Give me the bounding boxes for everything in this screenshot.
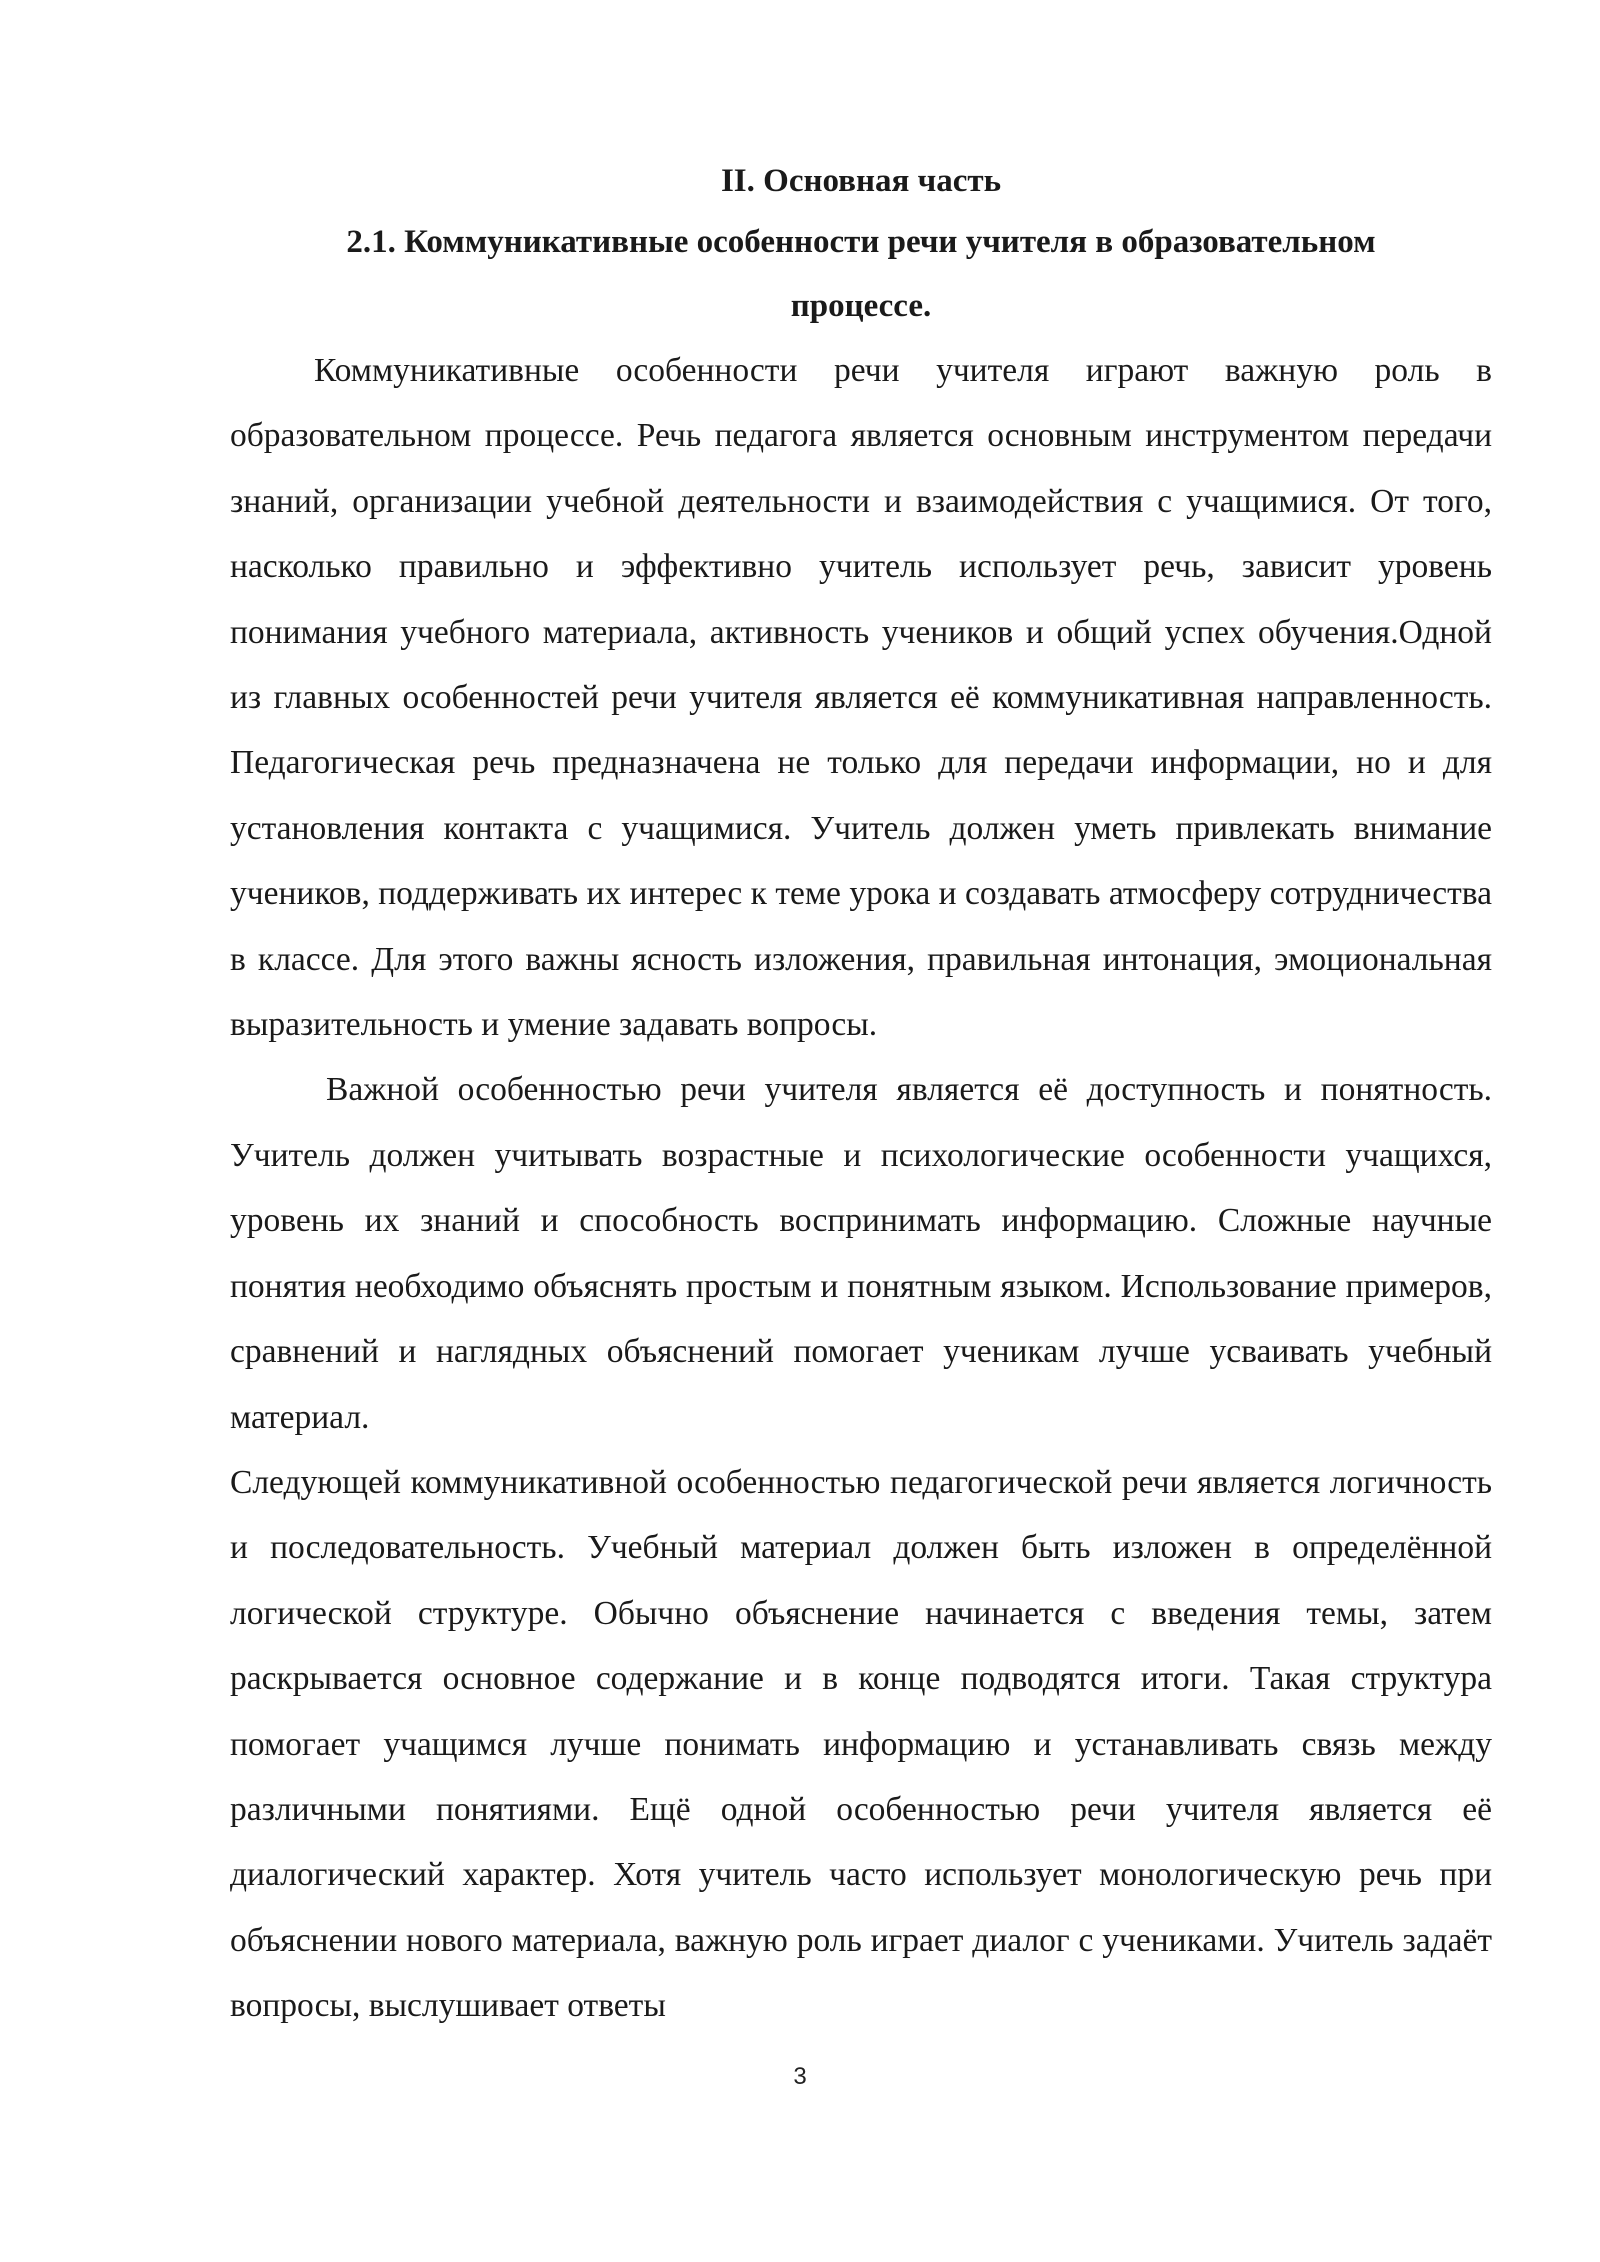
chapter-title: II. Основная часть bbox=[720, 163, 1002, 199]
section-title-line-1: 2.1. Коммуникативные особенности речи учителя в образовательном bbox=[346, 224, 1376, 260]
paragraph-1: Коммуникативные особенности речи учителя играют важную роль в образовательном процессе. Речь педагога является основным инструментом передачи знаний, организации учебной деятельности и взаимодействия с учащимися. От того, насколько правильно и эффективно учитель использует речь, зависит уровень понимания учебного материала, активность учеников и общий успех обучения.Одной из главных особенностей речи учителя является её коммуникативная направленность. Педагогическая речь предназначена не только для передачи информации, но и для установления контакта с учащимися. Учитель должен уметь привлекать внимание учеников, поддерживать их интерес к теме урока и создавать атмосферу сотрудничества в классе. Для этого важны ясность изложения, правильная интонация, эмоциональная выразительность и умение задавать вопросы. bbox=[230, 352, 1492, 1044]
paragraph-2: Важной особенностью речи учителя является её доступность и понятность. Учитель должен учитывать возрастные и психологические особенности учащихся, уровень их знаний и способность воспринимать информацию. Сложные научные понятия необходимо объяснять простым и понятным языком. Использование примеров, сравнений и наглядных объяснений помогает ученикам лучше усваивать учебный материал. bbox=[230, 1071, 1492, 1436]
page-content bbox=[230, 152, 1492, 2039]
page-number: 3 bbox=[793, 2063, 807, 2090]
section-title-line-2: процессе. bbox=[790, 288, 932, 324]
paragraph-3: Следующей коммуникативной особенностью педагогической речи является логичность и последовательность. Учебный материал должен быть изложен в определённой логической структуре. Обычно объяснение начинается с введения темы, затем раскрывается основное содержание и в конце подводятся итоги. Такая структура помогает учащимся лучше понимать информацию и устанавливать связь между различными понятиями. Ещё одной особенностью речи учителя является её диалогический характер. Хотя учитель часто использует монологическую речь при объяснении нового материала, важную роль играет диалог с учениками. Учитель задаёт вопросы, выслушивает ответы bbox=[230, 1463, 1492, 2025]
